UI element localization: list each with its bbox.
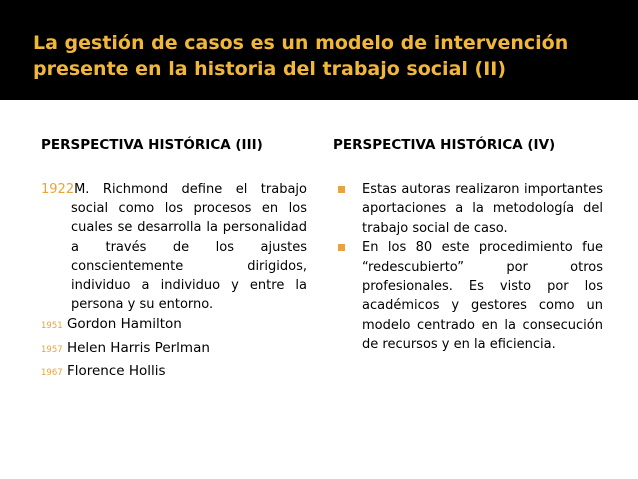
square-bullet-icon (338, 244, 345, 251)
bullet-text: Estas autoras realizaron importantes aportaciones a la metodología del trabajo social de caso. (362, 182, 603, 236)
slide-title: La gestión de casos es un modelo de intervención presente en la historia del trabajo social (II) (33, 32, 569, 80)
bullet-item (337, 238, 603, 354)
entry-year: 1957 (41, 344, 63, 355)
right-column (337, 180, 603, 355)
title-bar (0, 0, 638, 100)
left-column-heading: PERSPECTIVA HISTÓRICA (III) (41, 137, 263, 153)
entry-text: Florence Hollis (66, 363, 166, 380)
entry-year: 1967 (41, 368, 63, 379)
timeline-entry (41, 361, 307, 384)
timeline-entry (41, 338, 307, 361)
entry-text: M. Richmond define el trabajo social como los procesos en los cuales se desarrolla la personalidad a través de los ajustes conscientemente dirigidos, individuo a individuo y entre la persona y su entorno. (71, 182, 307, 313)
entry-year: 1951 (41, 321, 63, 332)
timeline-entry (41, 180, 307, 314)
bullet-text: En los 80 este procedimiento fue “redescubierto” por otros profesionales. Es visto por los académicos y gestores como un modelo centrado en la consecución de recursos y en la eficiencia. (362, 240, 603, 353)
entry-year: 1922 (41, 182, 75, 197)
left-column (41, 180, 307, 384)
square-bullet-icon (338, 186, 345, 193)
right-column-heading: PERSPECTIVA HISTÓRICA (IV) (333, 137, 556, 153)
bullet-item (337, 180, 603, 238)
entry-text: Helen Harris Perlman (66, 339, 210, 356)
entry-text: Gordon Hamilton (66, 316, 182, 333)
timeline-entry (41, 314, 307, 337)
